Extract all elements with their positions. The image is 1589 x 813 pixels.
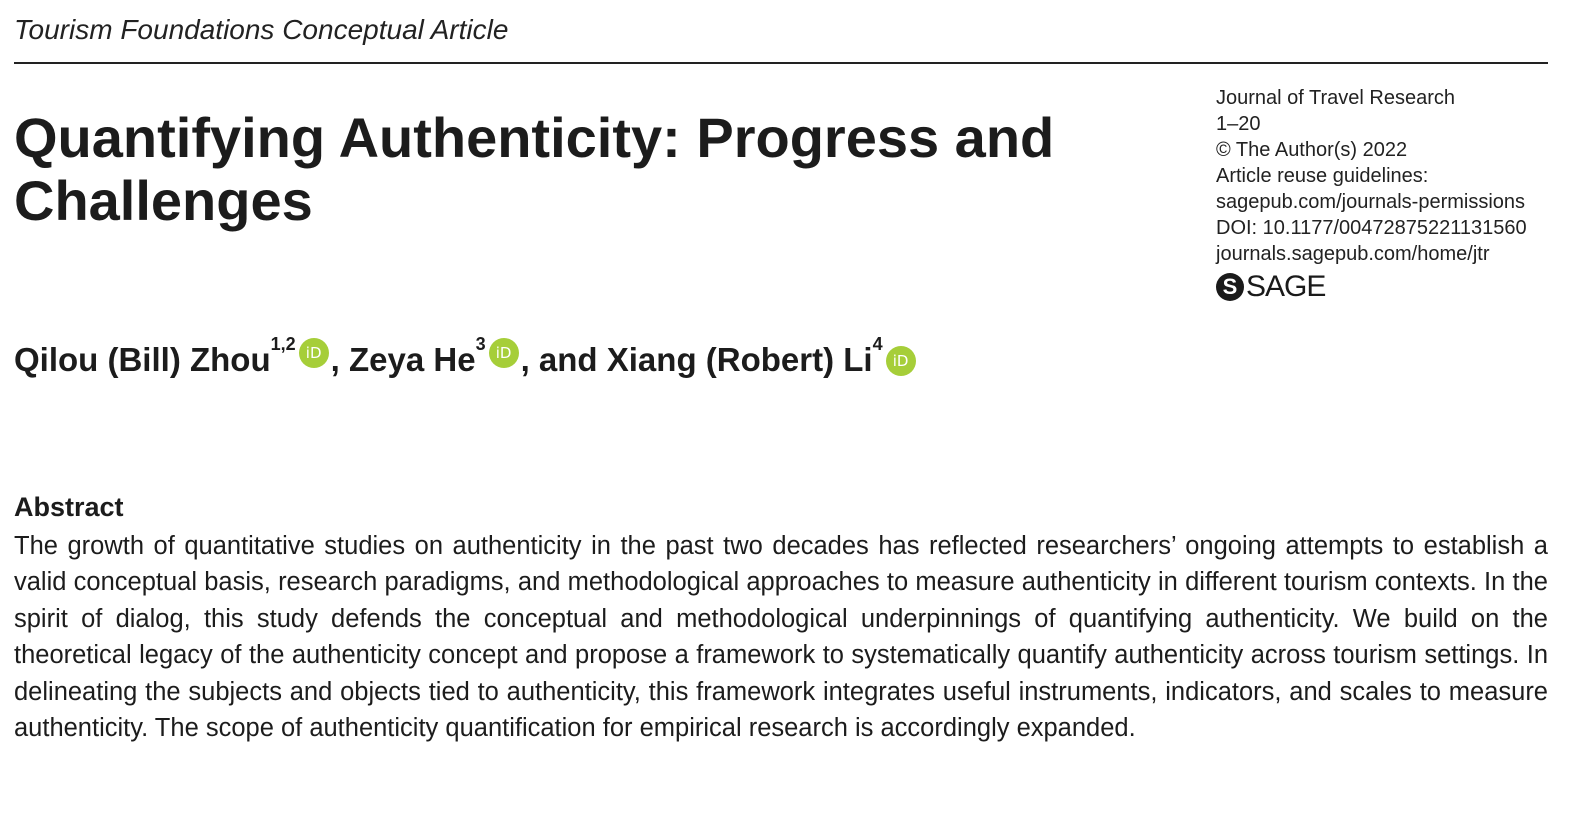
author-name: Qilou (Bill) Zhou <box>14 341 271 378</box>
reuse-guidelines-label: Article reuse guidelines: <box>1216 165 1429 187</box>
sage-wordmark: SAGE <box>1246 270 1326 303</box>
orcid-icon[interactable]: iD <box>886 346 916 376</box>
article-type-label: Tourism Foundations Conceptual Article <box>14 14 509 45</box>
sage-logo <box>1216 272 1325 302</box>
abstract-text: The growth of quantitative studies on authenticity in the past two decades has reflected researchers’ ongoing attempts to establish a valid conceptual basis, research paradigms, and methodological approaches to measure authenticity in different tourism contexts. In the spirit of dialog, this study defends the conceptual and methodological underpinnings of quantifying authenticity. We build on the theoretical legacy of the authenticity concept and propose a framework to systematically quantify authenticity across tourism settings. In delineating the subjects and objects tied to authenticity, this framework integrates useful instruments, indicators, and scales to measure authenticity. The scope of authenticity quantification for empirical research is accordingly expanded. <box>14 532 1548 743</box>
copyright: © The Author(s) 2022 <box>1216 139 1408 161</box>
doi-link[interactable]: DOI: 10.1177/00472875221131560 <box>1216 217 1527 239</box>
author-affiliation: 3 <box>475 334 486 354</box>
page-range: 1–20 <box>1216 113 1261 135</box>
abstract-heading: Abstract <box>14 492 124 522</box>
sage-mark-icon: S <box>1216 273 1244 301</box>
permissions-link[interactable]: sagepub.com/journals-permissions <box>1216 191 1526 213</box>
header-divider <box>14 62 1548 64</box>
journal-name[interactable]: Journal of Travel Research <box>1216 87 1456 109</box>
author-name: , and Xiang (Robert) Li <box>520 341 873 378</box>
author-affiliation: 4 <box>872 334 883 354</box>
author-name: , Zeya He <box>330 341 476 378</box>
author-list <box>14 336 918 384</box>
journal-meta <box>1216 85 1527 267</box>
journal-home-link[interactable]: journals.sagepub.com/home/jtr <box>1216 243 1490 265</box>
author-affiliation: 1,2 <box>270 334 296 354</box>
orcid-icon[interactable]: iD <box>299 338 329 368</box>
orcid-icon[interactable]: iD <box>489 338 519 368</box>
article-title: Quantifying Authenticity: Progress and Challenges <box>14 106 1055 232</box>
